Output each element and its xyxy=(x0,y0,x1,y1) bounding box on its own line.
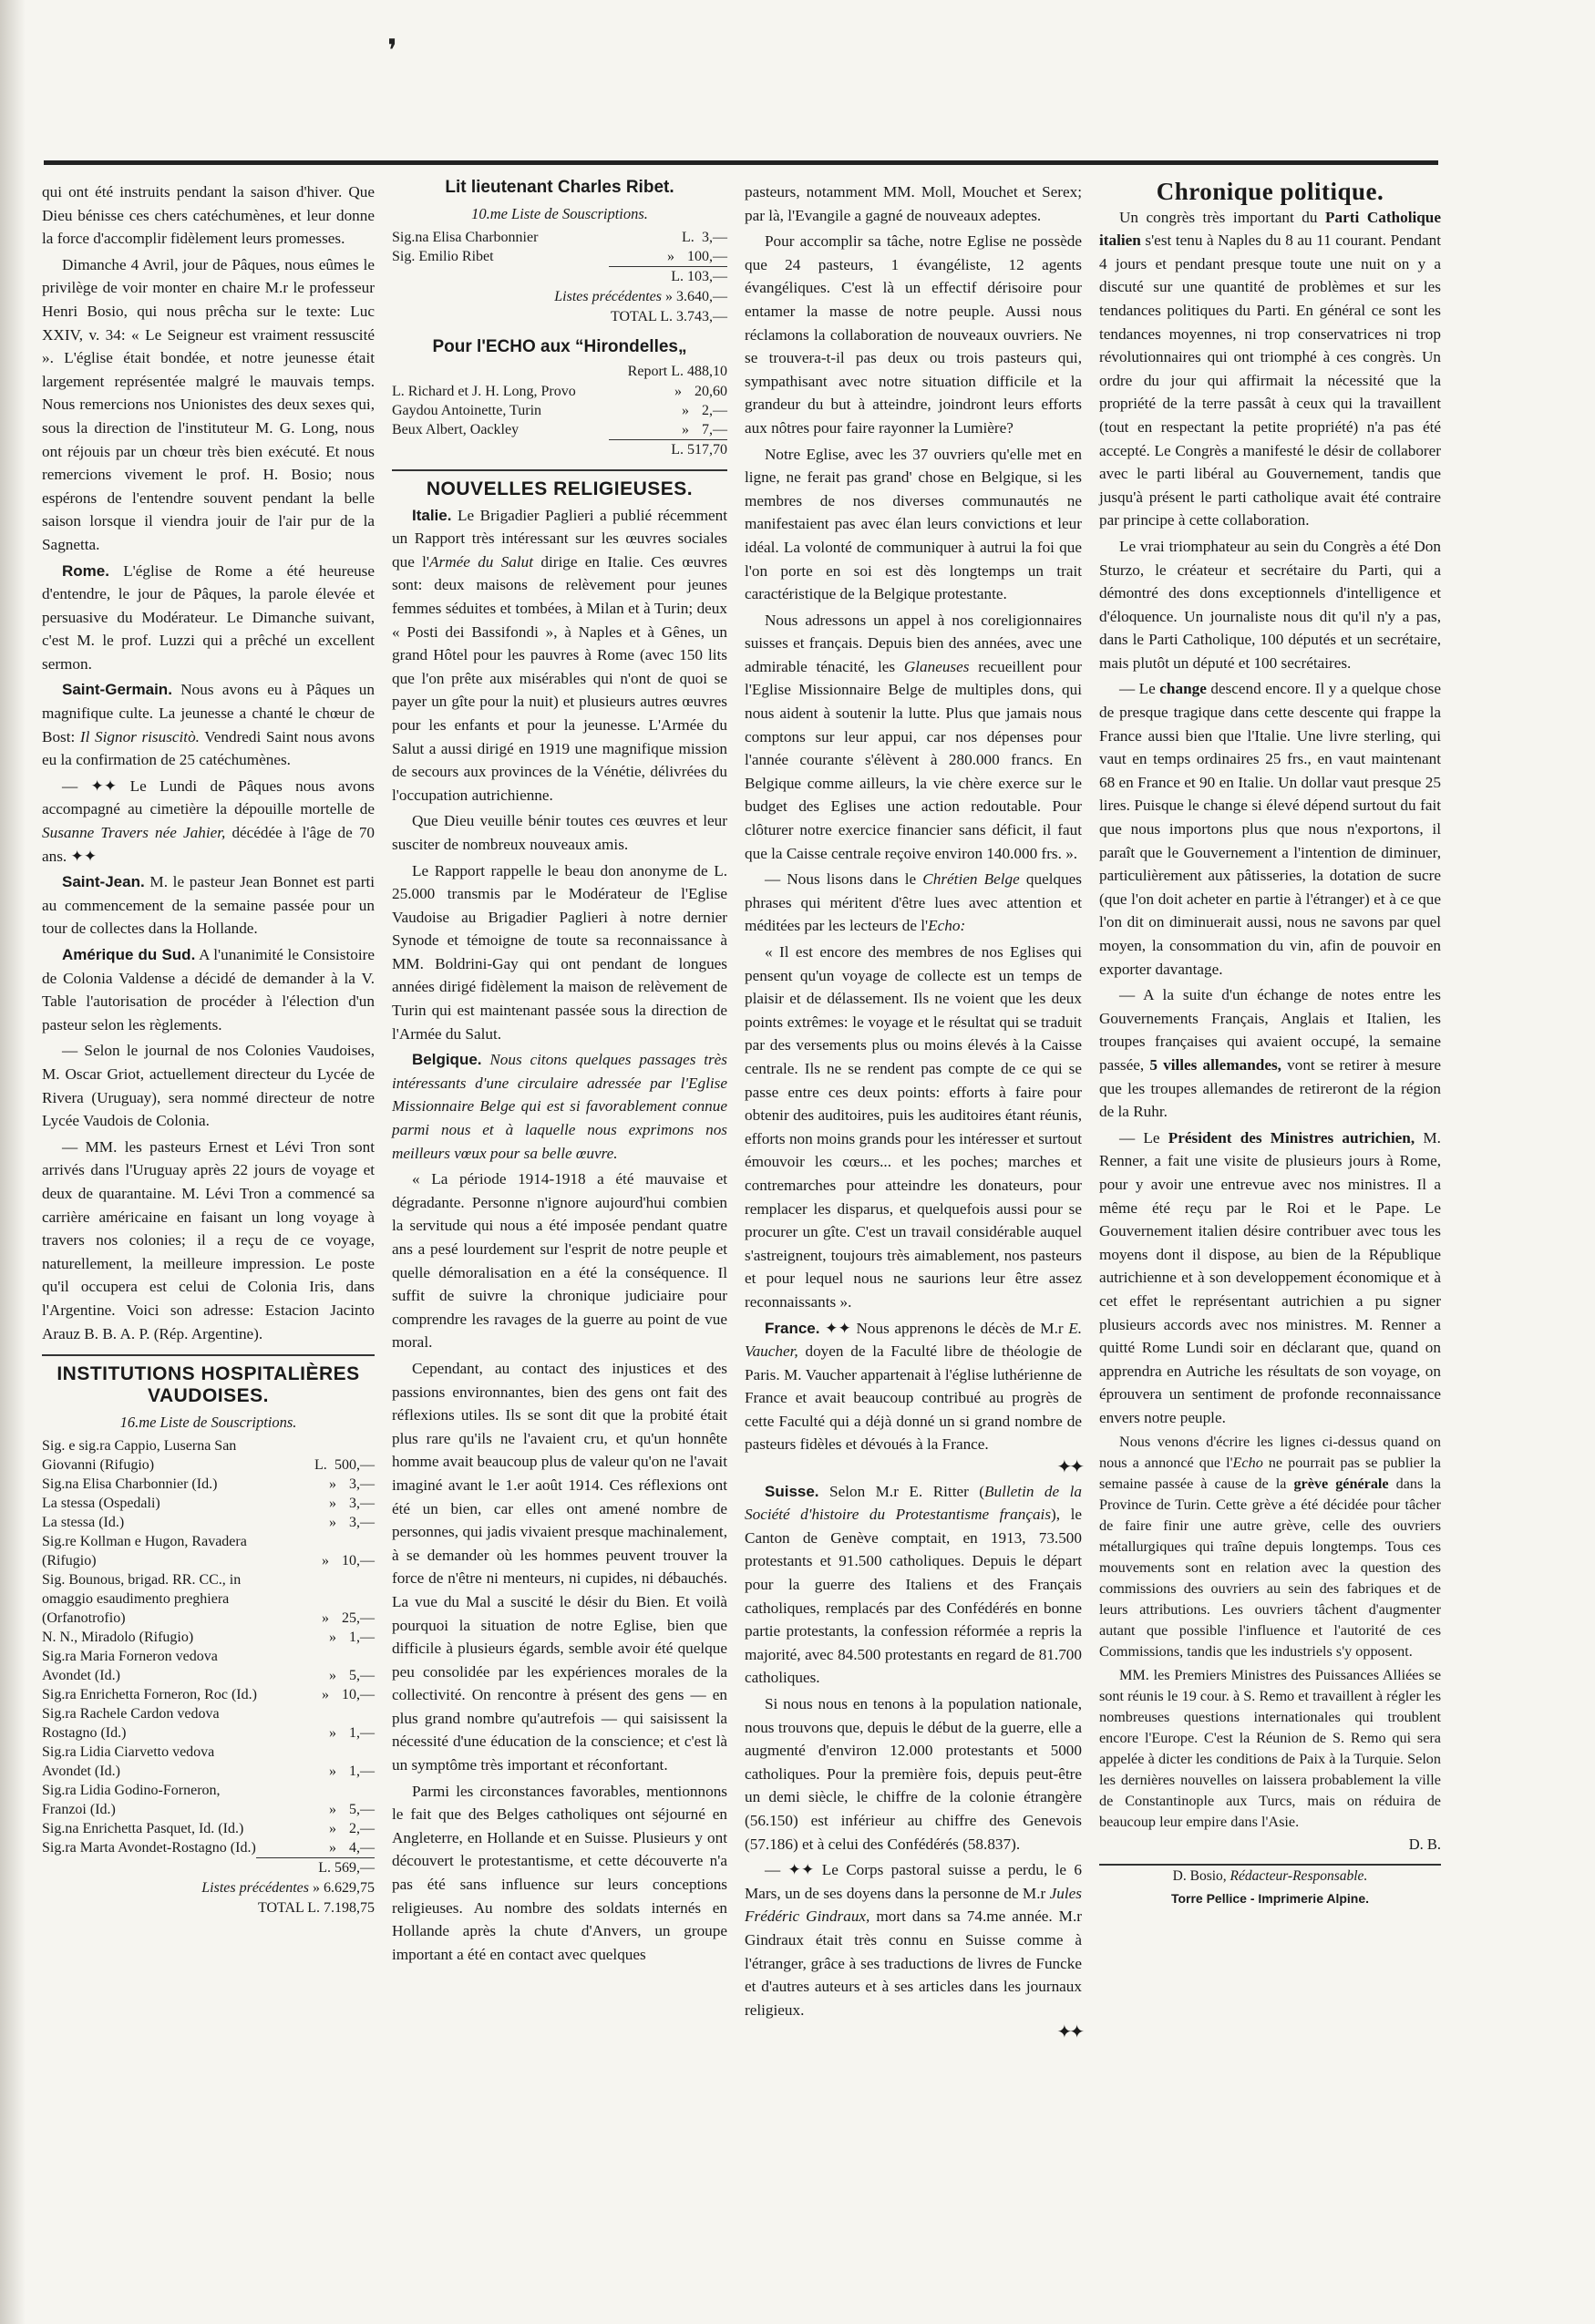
donation-amount xyxy=(265,1494,375,1513)
text-bold: Parti Catholique italien xyxy=(1099,208,1441,250)
column-3 xyxy=(745,180,1082,2045)
ornament-stars: ✦✦ xyxy=(1056,1457,1082,1478)
currency: L. xyxy=(318,1859,331,1876)
text-italic: Il Signor risuscitò. xyxy=(79,727,200,746)
text: ✦✦ Nous apprenons le décès de M.r xyxy=(819,1319,1069,1337)
paragraph xyxy=(1099,677,1441,981)
sum-value: 569,— xyxy=(334,1859,375,1876)
editor-name: D. Bosio, xyxy=(1172,1868,1227,1885)
donor-name: Sig.ra Lidia Ciarvetto vedova Avondet (Id.) xyxy=(42,1743,215,1779)
text-italic: Chrétien Belge xyxy=(922,870,1020,889)
text: A l'unanimité le Consistoire de Colonia Valdense a décidé de demander à la V. Table l'autorisation de procéder à l'élection d'un pasteur selon les règlements. xyxy=(42,946,375,1033)
text: — ✦✦ Le Lundi de Pâques nous avons accompagné au cimetière la dépouille mortelle de xyxy=(42,776,375,818)
previous-label: Listes précédentes xyxy=(554,288,662,304)
list-item xyxy=(42,1838,375,1857)
amount-value: 5,— xyxy=(349,1801,375,1817)
currency: L. xyxy=(682,229,695,245)
total-value: 3.743,— xyxy=(676,308,727,324)
text-italic: Bulletin de la Société d'histoire du Protestantisme français xyxy=(745,1482,1082,1524)
subscription-list xyxy=(42,1436,375,1857)
lead-italie: Italie. xyxy=(412,506,452,524)
text: M. le pasteur Jean Bonnet est parti au commencement de la semaine passée pour un tour de collectes dans la Hollande. xyxy=(42,873,375,938)
donor-name: La stessa (Ospedali) xyxy=(42,1495,160,1511)
list-item xyxy=(392,382,727,401)
amount-value: 7,— xyxy=(702,421,727,437)
institutions-subtitle: 16.me Liste de Souscriptions. xyxy=(119,1414,297,1432)
list-item xyxy=(42,1570,375,1628)
currency: » xyxy=(682,402,689,418)
total-line: L. 517,70 xyxy=(671,441,727,458)
amount-value: 2,— xyxy=(702,402,727,418)
amount-value: 10,— xyxy=(342,1552,375,1568)
donor-name: Gaydou Antoinette, Turin xyxy=(392,402,542,418)
currency: » xyxy=(322,1686,329,1702)
previous-line xyxy=(392,287,727,307)
paragraph: Notre Eglise, avec les 37 ouvriers qu'elle met en ligne, ne ferait pas grand' chose en Belgique, si les membres de nos diverses communautés ne manifestaient pas avec élan leurs convictions et leur idéal. La volonté de communiquer à autrui la foi que l'on porte en soi est dès longtemps un trait caractéristique de la Belgique protestante. xyxy=(745,445,1082,603)
amount-value: 100,— xyxy=(687,248,727,264)
list-item xyxy=(42,1685,375,1704)
echo-title: Pour l'ECHO aux “Hirondelles„ xyxy=(432,336,687,356)
list-item xyxy=(42,1513,375,1532)
chronique-title: Chronique politique. xyxy=(1156,178,1384,205)
paragraph xyxy=(1099,1432,1441,1662)
list-item xyxy=(392,401,727,420)
text: s'est tenu à Naples du 8 au 11 courant. Pendant 4 jours et pendant presque toute une nuit on y a discuté sur une quantité de problèmes et sur les tendances politiques du Parti. En général ce sont les tendances moyennes, ni trop conservatrices ni trop révolutionnaires qui ont triomphé à ces congrès. Un ordre du jour qui affirmait la nécessité que la propriété de la terre passât à ceux qui la travaillent (tout en respectant la petite propriété) n'a pas été accepté. Le Congrès a manifesté le désir de collaborer avec le parti libéral au Gouvernement, tandis que jusqu'à présent le parti catholique avait été contraire par principe à cette collaboration. xyxy=(1099,231,1441,530)
news-item-amerique xyxy=(42,943,375,1036)
news-item-rome xyxy=(42,560,375,676)
text: ), le Canton de Genève comptait, en 1913, 73.500 protestants et 91.500 catholiques. Depuis le départ pour la guerre des Italiens et des Français catholiques, remplacés par des Confédérés en bonne partie protestants, la confession réformée a repris la majorité, avec 84.500 protestants en regard de 81.700 catholiques. xyxy=(745,1506,1082,1687)
text: M. Renner, a fait une visite de plusieurs jours à Rome, pour y avoir une entrevue avec nos ministres. Il a même été reçu par le Roi et le Pape. Le Gouvernement italien désire contribuer avec tous les moyens dont il dispose, au bien de la République autrichienne et à son developpement économique et à cet effet le représentant autrichien a pu signer plusieurs accords avec nos ministres. M. Renner a quitté Rome Lundi soir en déclarant que, quand on apprendra en Autriche les résultats de son voyage, on éprouvera un sentiment de profonde reconnaissance envers notre peuple. xyxy=(1099,1128,1441,1426)
donor-name: Sig.ra Marta Avondet-Rostagno (Id.) xyxy=(42,1839,256,1856)
currency: » xyxy=(329,1820,336,1836)
news-item-belgique xyxy=(392,1048,727,1165)
amount-value: 5,— xyxy=(349,1667,375,1683)
donor-name: Sig.re Kollman e Hugon, Ravadera (Rifugio) xyxy=(42,1533,247,1568)
lead-suisse: Suisse. xyxy=(765,1482,819,1500)
donor-name: La stessa (Id.) xyxy=(42,1514,125,1530)
lead-france: France. xyxy=(765,1319,820,1337)
currency: » xyxy=(329,1763,336,1779)
total-value: 7.198,75 xyxy=(324,1899,375,1916)
donation-amount xyxy=(265,1513,375,1532)
amount-value: 10,— xyxy=(342,1686,375,1702)
currency: » xyxy=(682,421,689,437)
list-item xyxy=(392,247,727,266)
paragraph: Dimanche 4 Avril, jour de Pâques, nous eûmes le privilège de voir monter en chaire M.r le professeur Henri Bosio, qui nous prêcha sur le texte: Luc XXIV, v. 34: « Le Seigneur est vraiment ressuscité ». L'église était bondée, et notre jeunesse était largement représentée malgré le mauvais temps. Nous remercions nos Unionistes des deux sexes qui, sous la direction de l'instituteur M. G. Long, nous ont réjouis par un chœur très bien exécuté. Et nous remercions vivement le prof. H. Bosio; nous espérons de l'entendre souvent pendant la belle saison lorsque il viendra jouir de l'air pur de la Sagnetta. xyxy=(42,255,375,553)
paragraph: Parmi les circonstances favorables, mentionnons le fait que des Belges catholiques ont séjourné en Angleterre, en Hollande et en Suisse. Plusieurs y ont découvert le protestantisme, et cette découverte n'a pas été sans influence sur leurs conceptions religieuses. Au nombre des soldats internés en Hollande après la chute d'Anvers, un groupe important a été en contact avec quelques xyxy=(392,1782,727,1963)
donation-amount xyxy=(265,1551,375,1570)
news-item-saint-jean xyxy=(42,870,375,941)
text-italic: Jules Frédéric Gindraux, xyxy=(745,1884,1082,1926)
page-edge-shadow xyxy=(0,0,26,2324)
donor-name: Sig.ra Maria Forneron vedova Avondet (Id.) xyxy=(42,1648,218,1683)
paragraph-obituary xyxy=(42,775,375,868)
previous-line xyxy=(42,1878,375,1898)
paragraph: Le vrai triomphateur au sein du Congrès a été Don Sturzo, le créateur et secrétaire du Parti, qui a démontré des dons exceptionnels d'intelligence et d'éloquence. Un journaliste nous dit qu'il n'y a pas, dans le Parti Catholique, 100 députés et un secrétaire, mais plutôt un député et 100 secrétaires. xyxy=(1099,537,1441,672)
lead-saint-germain: Saint-Germain. xyxy=(62,681,172,699)
text: — ✦✦ Le Corps pastoral suisse a perdu, le 6 Mars, un de ses doyens dans la personne de M.r xyxy=(745,1861,1082,1902)
donation-amount xyxy=(618,247,727,266)
donation-amount xyxy=(265,1800,375,1819)
amount-value: 3,— xyxy=(349,1514,375,1530)
institutions-title: INSTITUTIONS HOSPITALIÈRES VAUDOISES. xyxy=(57,1363,360,1407)
top-rule xyxy=(44,160,1438,165)
paragraph: Pour accomplir sa tâche, notre Eglise ne possède que 24 pasteurs, 1 évangéliste, 12 agents évangéliques. C'est là un effectif dérisoire pour entamer la masse de notre peuple. Aussi nous réclamons la collaboration de nouveaux ouvriers. Ne se trouvera-t-il pas deux ou trois pasteurs qui, sympathisant avec notre situation difficile et la grandeur du but à atteindre, joindront leurs efforts aux nôtres pour faire rayonner la Lumière? xyxy=(745,232,1082,437)
currency: » xyxy=(322,1609,329,1626)
text-italic: Echo: xyxy=(928,917,966,935)
amount-value: 1,— xyxy=(349,1724,375,1741)
donor-name: Sig. Bounous, brigad. RR. CC., in omaggio esaudimento preghiera (Orfanotrofio) xyxy=(42,1571,242,1626)
list-item xyxy=(42,1475,375,1494)
donation-amount xyxy=(265,1762,375,1781)
ornament-stars: ✦✦ xyxy=(1056,2022,1082,2043)
total-label: TOTAL L. xyxy=(257,1899,320,1916)
donor-name: Beux Albert, Oackley xyxy=(392,421,520,437)
text: décédée à l'âge de 70 ans. ✦✦ xyxy=(42,824,376,865)
currency: » xyxy=(329,1667,336,1683)
currency: » xyxy=(329,1801,336,1817)
lead-rome: Rome. xyxy=(62,561,109,580)
amount-value: 3,— xyxy=(349,1495,375,1511)
signature: D. B. xyxy=(1408,1836,1441,1854)
ribet-title: Lit lieutenant Charles Ribet. xyxy=(445,178,674,197)
amount-value: 1,— xyxy=(349,1629,375,1645)
report-value: 488,10 xyxy=(687,363,727,379)
currency: » xyxy=(667,248,674,264)
paragraph: MM. les Premiers Ministres des Puissances Alliées se sont réunis le 19 cour. à S. Remo et travaillent à régler les nombreuses questions internationales qui troublent encore l'Europe. C'est la Réunion de S. Remo qui sera appelée à dicter les conditions de Paix à la Turquie. Selon les dernières nouvelles on laissera probablement la ville de Constantinople aux Turcs, mais on réduira de beaucoup leur empire dans l'Asie. xyxy=(1099,1667,1441,1831)
news-item-suisse xyxy=(745,1480,1082,1690)
text: dans la Province de Turin. Cette grève a été décidée pour tâcher de faire finir une autre grève, celle des ouvriers métallurgiques qui traîne depuis longtemps. Tous ces mouvements sont en relation avec la question des commissions des ouvriers au sein des fabriques et de leurs attributions. Les ouvriers tâchent d'augmenter autant que possible l'influence et l'autorité de ces Commissions, tandis que les industriels s'y opposent. xyxy=(1099,1476,1441,1661)
previous-value: » 3.640,— xyxy=(665,288,727,304)
text: descend encore. Il y a quelque chose de presque tragique dans cette descente qui frappe la France aussi bien que l'Italie. Une livre sterling, qui vaut en temps ordinaires 25 frs., en vaut maintenant 68 en France et 90 en Italie. Un dollar vaut presque 25 lires. Puisque le change si élevé dépend surtout du fait que nous importons plus que nous n'exportons, il paraît que le Gouvernement a l'intention de diminuer, particulièrement aux pâtisseries, la dotation de sucre (que l'on doit acheter en partie à l'étranger) et à ce que l'on dit on diminuerait aussi, nous ne savons par quel moyen, la consommation du vin, afin de pouvoir en exporter davantage. xyxy=(1099,680,1441,978)
column-1 xyxy=(42,180,375,1918)
ink-mark: ❜ xyxy=(387,35,397,68)
list-item xyxy=(42,1532,375,1570)
donor-name: Sig.ra Enrichetta Forneron, Roc (Id.) xyxy=(42,1686,257,1702)
subscription-list xyxy=(392,228,727,266)
sum-value: 103,— xyxy=(687,268,727,284)
text: L'église de Rome a été heureuse d'entendre, le jour de Pâques, la parole élevée et persuasive du Modérateur. Le Dimanche suivant, c'est M. le prof. Luzzi qui a prêché un excellent sermon. xyxy=(42,561,375,673)
list-item xyxy=(42,1781,375,1819)
currency: » xyxy=(329,1495,336,1511)
text: ne pourrait pas se publier la semaine passée à cause de la xyxy=(1099,1455,1441,1493)
amount-value: 3,— xyxy=(349,1476,375,1492)
currency: » xyxy=(329,1724,336,1741)
list-item xyxy=(392,420,727,439)
lead-saint-jean: Saint-Jean. xyxy=(62,873,145,891)
currency: L. xyxy=(671,268,684,284)
text: Nous adressons un appel à nos coreligionnaires suisses et français. Depuis bien des années, avec une admirable ténacité, les xyxy=(745,611,1082,675)
paragraph: Le Rapport rappelle le beau don anonyme de L. 25.000 transmis par le Modérateur de l'Eglise Vaudoise au Brigadier Paglieri à notre dernier Synode et témoigne de toute sa reconnaissance à MM. Boldrini-Gay qui ont pendant de longues années dirigé fidèlement la maison de relèvement de Turin qui est maintenant passée sous la direction de l'Armée du Salut. xyxy=(392,861,727,1043)
donation-amount xyxy=(618,401,727,420)
text-bold: grève générale xyxy=(1293,1476,1389,1493)
editor-role: Rédacteur-Responsable. xyxy=(1230,1868,1368,1885)
text-bold: Président des Ministres autrichien, xyxy=(1168,1128,1415,1147)
list-item xyxy=(392,228,727,247)
donation-amount xyxy=(265,1838,375,1857)
text: Selon M.r E. Ritter ( xyxy=(818,1482,985,1500)
paragraph xyxy=(745,609,1082,866)
subscription-list xyxy=(392,382,727,439)
amount-value: 25,— xyxy=(342,1609,375,1626)
paragraph: Si nous nous en tenons à la population nationale, nous trouvons que, depuis le début de la guerre, elle a augmenté d'environ 12.000 protestants et 5000 catholiques. Pour la première fois, depuis peut-être un demi siècle, le chiffre de la colonie étrangère (56.150) est inférieur au chiffre des Genevois (57.186) et à celui des Confédérés (58.837). xyxy=(745,1695,1082,1853)
donation-amount xyxy=(265,1666,375,1685)
text: vont se retirer à mesure que les troupes allemandes de retireront de la région de la Ruhr. xyxy=(1099,1055,1441,1121)
news-item-france xyxy=(745,1317,1082,1457)
paragraph xyxy=(745,868,1082,938)
text: dirige en Italie. Ces œuvres sont: deux maisons de relèvement pour jeunes femmes séduites et tombées, à Milan et à Turin; deux « Posti dei Bassifondi », à Naples et à Gênes, un grand Hôtel pour les pauvres à Rome (avec 150 lits que l'on prête aux misérables qui n'ont de quoi se payer un gîte pour la nuit) et plusieurs autres œuvres pour les enfants et pour la jeunesse. L'Armée du Salut a aussi dirigé en 1919 une magnifique mission de secours aux provinces de la Vénétie, délivrées du l'occupation autrichienne. xyxy=(392,552,727,804)
sum-line xyxy=(392,267,727,287)
currency: » xyxy=(329,1629,336,1645)
text: quelques phrases qui méritent d'être lues avec attention et méditées par les lecteurs de l' xyxy=(745,870,1082,935)
list-item xyxy=(42,1628,375,1647)
total-label: TOTAL L. xyxy=(610,308,673,324)
donation-amount xyxy=(265,1609,375,1628)
paragraph: « La période 1914-1918 a été mauvaise et dégradante. Personne n'ignore aujourd'hui combien la servitude qui nous a été imposée pendant quatre ans a pesé lourdement sur l'esprit de notre peuple et quelle démoralisation en a été la conséquence. Il suffit de suivre la chronique judiciaire pour comprendre les ravages de la guerre au point de vue moral. xyxy=(392,1170,727,1352)
currency: » xyxy=(329,1514,336,1530)
paragraph: — MM. les pasteurs Ernest et Lévi Tron sont arrivés dans l'Uruguay après 22 jours de voyage et deux de quarantaine. M. Lévi Tron a commencé sa carrière américaine en faisant un long voyage à travers nos colonies; il a reçu de ce voyage, naturellement, la meilleure impression. Le poste qu'il occupera est celui de Colonia Iris, dans l'Argentine. Voici son adresse: Estacion Jacinto Arauz B. B. A. P. (Rép. Argentine). xyxy=(42,1137,375,1342)
donor-name: L. Richard et J. H. Long, Provo xyxy=(392,383,576,399)
sum-line xyxy=(42,1858,375,1878)
donor-name: Sig.na Elisa Charbonnier xyxy=(392,229,539,245)
currency: L. xyxy=(314,1456,327,1473)
ribet-subtitle: 10.me Liste de Souscriptions. xyxy=(471,205,648,222)
paragraph: Que Dieu veuille bénir toutes ces œuvres et leur susciter de nombreux nouveaux amis. xyxy=(392,812,727,853)
donor-name: Sig.ra Lidia Godino-Forneron, Franzoi (Id.) xyxy=(42,1782,221,1817)
list-item xyxy=(42,1819,375,1838)
text: Un congrès très important du xyxy=(1119,208,1326,226)
paragraph: « Il est encore des membres de nos Eglises qui pensent qu'un voyage de collecte est un temps de plaisir et de délassement. Ils ne voient que les deux points extrêmes: le voyage et le résultat qui se traduit par des versements plus ou moins élevés à la Caisse centrale. Ils ne se rendent pas compte de ce qui se passe entre ces deux points: efforts à faire pour obtenir des auditoires, puis les auditoires étant réunis, efforts non moins grands pour les intéresser et surtout émouvoir les cœurs... et les poches; marches et contremarches pour atteindre les donateurs, pour remplacer les disparus, et quelquefois aussi pour se procurer un gîte. C'est un travail considérable auquel s'astreignent, toujours très aimablement, nos pasteurs et pour lequel nous ne saurions leur être assez reconnaissants ». xyxy=(745,943,1082,1311)
text-bold: change xyxy=(1159,680,1207,698)
currency: » xyxy=(329,1476,336,1492)
amount-value: 3,— xyxy=(702,229,727,245)
text-italic: Armée du Salut xyxy=(429,552,534,571)
text: Vendredi Saint nous avons eu la confirmation de 25 catéchumènes. xyxy=(42,727,376,769)
currency: » xyxy=(674,383,682,399)
report-line xyxy=(392,362,727,382)
list-item xyxy=(42,1704,375,1743)
divider xyxy=(42,1354,375,1356)
donation-amount xyxy=(618,420,727,439)
news-item-italie xyxy=(392,504,727,807)
text-italic: Glaneuses xyxy=(903,657,970,675)
lead-amerique: Amérique du Sud. xyxy=(62,946,196,963)
donor-name: Sig.ra Rachele Cardon vedova Rostagno (Id.) xyxy=(42,1705,220,1741)
donor-name: N. N., Miradolo (Rifugio) xyxy=(42,1629,194,1645)
text-italic: E. Vaucher, xyxy=(745,1319,1082,1361)
currency: » xyxy=(329,1839,336,1856)
donation-amount xyxy=(265,1628,375,1647)
paragraph xyxy=(1099,1126,1441,1430)
list-item xyxy=(42,1494,375,1513)
amount-value: 500,— xyxy=(334,1456,375,1473)
donation-amount xyxy=(265,1685,375,1704)
donor-name: Sig.na Enrichetta Pasquet, Id. (Id.) xyxy=(42,1820,244,1836)
text: — Nous lisons dans le xyxy=(765,870,923,889)
donation-amount xyxy=(618,228,727,247)
text: — A la suite d'un échange de notes entre les Gouvernements Français, Anglais et Italien, les troupes françaises qui avaient occupé, la semaine passée, xyxy=(1099,986,1441,1074)
divider xyxy=(392,469,727,471)
total-line xyxy=(392,307,727,327)
text: — Le xyxy=(1119,1128,1168,1147)
paragraph xyxy=(745,1858,1082,2021)
amount-value: 2,— xyxy=(349,1820,375,1836)
column-4 xyxy=(1099,180,1441,1909)
total-line xyxy=(42,1898,375,1918)
footer xyxy=(1099,1864,1441,1909)
nouvelles-religieuses-title: NOUVELLES RELIGIEUSES. xyxy=(426,478,694,499)
paragraph: Cependant, au contact des injustices et des passions environnantes, bien des gens ont fait des réflexions utiles. Ils se sont dit que la probité était plus rare qu'ils ne l'avaient cru, et qu'un honnête homme avait beaucoup plus de valeur qu'on ne l'avait imaginé avant le 1.er août 1914. Ces réflexions ont été un bien, car elles ont amené nombre de personnes, qui jadis vivaient presque machinalement, à se demander où les hommes peuvent trouver la force de n'être ni menteurs, ni cupides, ni débauchés. La vue du Mal a suscité le désir du Bien. Et voilà pourquoi la situation de notre Eglise, bien que difficile à plusieurs égards, semble avoir été quelque peu consolidée par les expériences morales de la collectivité. On rencontre à présent des gens — en plus grand nombre qu'autrefois — qui saisissent la nécessité d'une éducation de la conscience; et c'est là un symptôme très important et réconfortant. xyxy=(392,1359,727,1774)
donation-amount xyxy=(265,1455,375,1475)
column-2 xyxy=(392,180,727,1966)
amount-value: 4,— xyxy=(349,1839,375,1856)
paragraph: qui ont été instruits pendant la saison d'hiver. Que Dieu bénisse ces chers catéchumènes, et leur donne la force d'accomplir fidèlement leurs promesses. xyxy=(42,183,375,248)
amount-value: 20,60 xyxy=(695,383,727,399)
text: recueillent pour l'Eglise Missionnaire Belge de multiples dons, qui nous aident à soutenir la lutte. Plus que jamais nous comptons sur leur appui, car nos dépenses pour l'année courante s'élèvent à 280.000 francs. En Belgique comme ailleurs, la vie chère exerce sur le budget des Eglises une action redoutable. Pour clôturer notre exercice financier sans déficit, il faut que la Caisse centrale reçoive environ 140.000 frs. ». xyxy=(745,657,1082,862)
paragraph xyxy=(1099,206,1441,532)
previous-label: Listes précédentes xyxy=(201,1879,309,1896)
list-item xyxy=(42,1743,375,1781)
currency: » xyxy=(322,1552,329,1568)
list-item xyxy=(42,1436,375,1475)
text-italic: Susanne Travers née Jahier, xyxy=(42,824,226,842)
list-item xyxy=(42,1647,375,1685)
text: doyen de la Faculté libre de théologie de Paris. M. Vaucher appartenait à l'église luthérienne de France et avait beaucoup contribué au progrès de cette Faculté qui a déjà donné un si grand nombre de pasteurs fidèles et dévoués à la France. xyxy=(745,1342,1082,1454)
paragraph xyxy=(1099,983,1441,1124)
text: Nous avons eu à Pâques un magnifique culte. La jeunesse a chanté le chœur de Bost: xyxy=(42,681,375,746)
text-italic: Nous citons quelques passages très intéressants d'une circulaire adressée par l'Eglise Missionnaire Belge qui est si favorablement connue parmi nous et à laquelle nous exprimons nos meilleurs vœux pour sa belle œuvre. xyxy=(392,1051,727,1162)
text: Nous venons d'écrire les lignes ci-dessus quand on nous a annoncé que l' xyxy=(1099,1434,1441,1472)
news-item-saint-germain xyxy=(42,678,375,771)
text: — Le xyxy=(1119,680,1160,698)
paragraph: — Selon le journal de nos Colonies Vaudoises, M. Oscar Griot, actuellement directeur du Lycée de Rivera (Uruguay), sera nommé directeur de notre Lycée Vaudois de Colonia. xyxy=(42,1042,375,1130)
paragraph: pasteurs, notamment MM. Moll, Mouchet et Serex; par là, l'Evangile a gagné de nouveaux adeptes. xyxy=(745,183,1082,224)
report-label: Report L. xyxy=(627,363,684,379)
lead-belgique: Belgique. xyxy=(412,1051,482,1069)
amount-value: 1,— xyxy=(349,1763,375,1779)
previous-value: » 6.629,75 xyxy=(313,1879,375,1896)
donor-name: Sig.na Elisa Charbonnier (Id.) xyxy=(42,1476,218,1492)
text-italic: Echo xyxy=(1232,1455,1263,1472)
editor-line xyxy=(1099,1866,1441,1887)
printer-line: Torre Pellice - Imprimerie Alpine. xyxy=(1170,1891,1370,1907)
donation-amount xyxy=(265,1475,375,1494)
donor-name: Sig. e sig.ra Cappio, Luserna San Giovanni (Rifugio) xyxy=(42,1437,237,1473)
donation-amount xyxy=(618,382,727,401)
donation-amount xyxy=(265,1819,375,1838)
text: Le Brigadier Paglieri a publié récemment un Rapport très intéressant sur les œuvres sociales que l' xyxy=(392,506,727,571)
text-bold: 5 villes allemandes, xyxy=(1149,1055,1281,1074)
donor-name: Sig. Emilio Ribet xyxy=(392,248,494,264)
donation-amount xyxy=(265,1723,375,1743)
text: mort dans sa 74.me année. M.r Gindraux était très connu en Suisse comme à l'étranger, grâce à ses traductions de livres de Funcke et d'autres auteurs et à ses articles dans les journaux religieux. xyxy=(745,1908,1082,2019)
